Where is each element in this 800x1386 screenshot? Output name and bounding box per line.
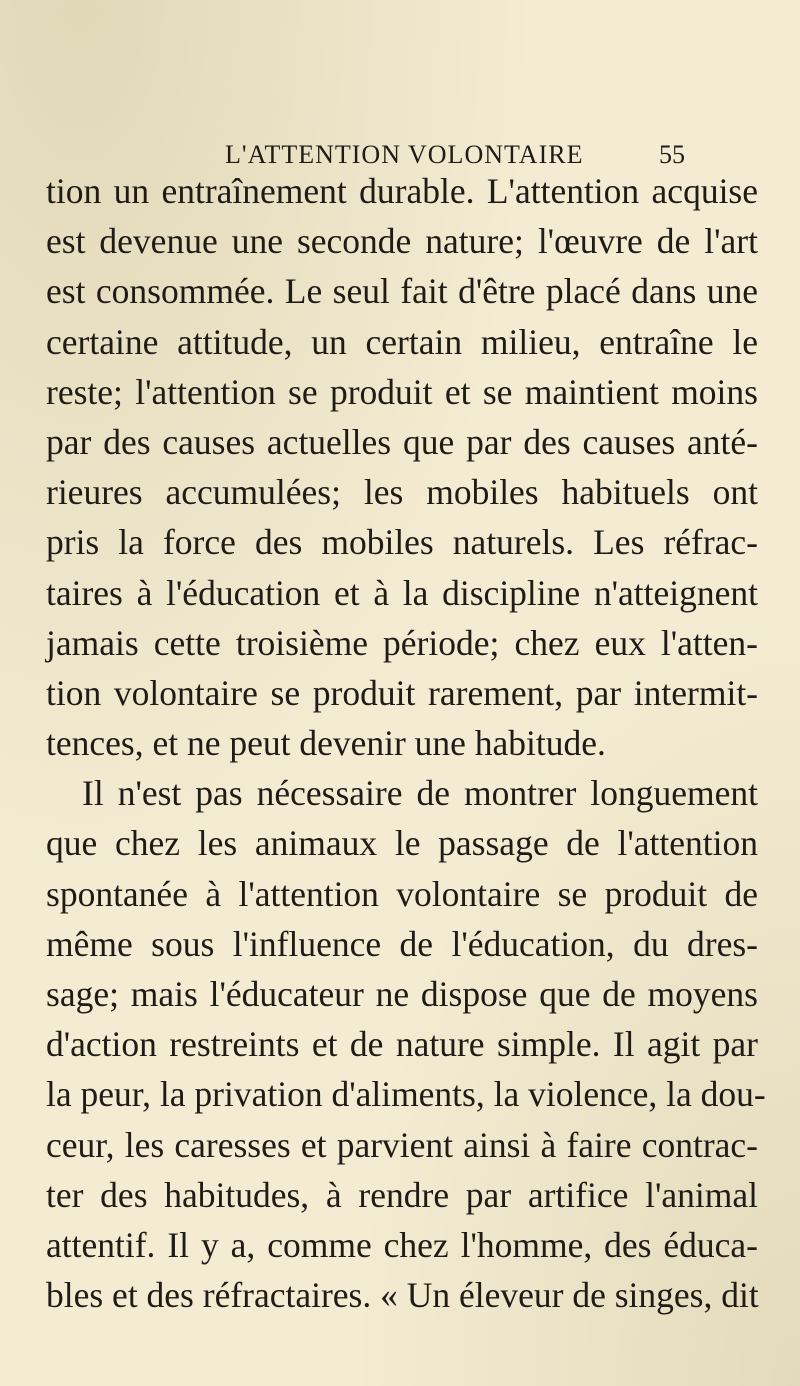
text-line: d'action restreints et de nature simple. Il agit par: [46, 1024, 758, 1065]
text-line: que chez les animaux le passage de l'attention: [46, 823, 758, 864]
paragraph-end-line: tences, et ne peut devenir une habitude.: [46, 723, 606, 764]
text-line: tion volontaire se produit rarement, par intermit-: [46, 672, 758, 713]
text-line: ceur, les caresses et parvient ainsi à faire contrac-: [46, 1124, 758, 1165]
paragraph-start-line: Il n'est pas nécessaire de montrer longuement: [82, 773, 758, 814]
running-title: L'ATTENTION VOLONTAIRE: [225, 140, 584, 169]
text-line: ter des habitudes, à rendre par artifice l'animal: [46, 1174, 758, 1215]
text-line: certaine attitude, un certain milieu, entraîne le: [46, 321, 758, 362]
text-line: par des causes actuelles que par des causes anté-: [46, 421, 758, 462]
text-line: sage; mais l'éducateur ne dispose que de moyens: [46, 974, 758, 1014]
text-line: rieures accumulées; les mobiles habituels ont: [46, 472, 758, 513]
text-line: même sous l'influence de l'éducation, du dres-: [46, 923, 758, 964]
text-line: pris la force des mobiles naturels. Les réfrac-: [46, 522, 758, 563]
text-line: reste; l'attention se produit et se maintient moins: [46, 371, 758, 412]
text-line: tion un entraînement durable. L'attention acquise: [46, 171, 758, 211]
text-line: attentif. Il y a, comme chez l'homme, des éduca-: [46, 1224, 758, 1265]
text-line: jamais cette troisième période; chez eux l'atten-: [46, 622, 758, 663]
text-line: taires à l'éducation et à la discipline n'atteignent: [46, 572, 758, 613]
text-line: est consommée. Le seul fait d'être placé dans une: [46, 271, 758, 312]
text-line: la peur, la privation d'aliments, la violence, la dou-: [46, 1074, 766, 1115]
body-text: [46, 166, 766, 1320]
text-line: est devenue une seconde nature; l'œuvre de l'art: [46, 221, 758, 262]
page-number: 55: [659, 140, 685, 169]
text-line: spontanée à l'attention volontaire se produit de: [46, 873, 758, 914]
text-line: bles et des réfractaires. « Un éleveur de singes, dit: [46, 1275, 759, 1316]
